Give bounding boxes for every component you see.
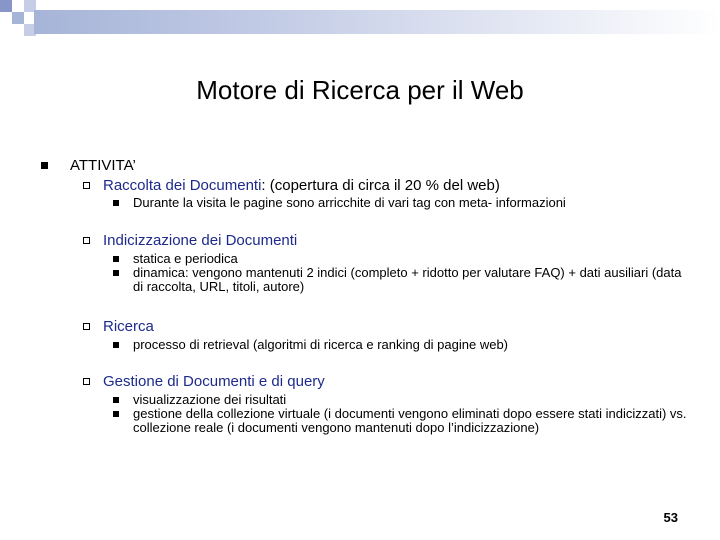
decor-square [0,12,12,24]
decor-square [12,0,24,12]
slide-title: Motore di Ricerca per il Web [196,75,524,105]
hollow-bullet-icon [83,378,90,385]
section-heading: Ricerca [103,318,154,335]
bullet-square-icon [113,397,119,403]
decor-square [0,0,12,12]
bullet-square-icon [113,256,119,262]
decor-square [12,24,24,36]
list-item: dinamica: vengono mantenuti 2 indici (completo + ridotto per valutare FAQ) + dati ausiliari (data di raccolta, URL, titoli, autore) [133,265,682,294]
bullet-square-icon [113,270,119,276]
section-heading-label: Raccolta dei Documenti [103,177,262,194]
section-heading-suffix: : (copertura di circa il 20 % del web) [261,177,500,194]
hollow-bullet-icon [83,237,90,244]
list-item: gestione della collezione virtuale (i documenti vengono eliminati dopo essere stati indicizzati) vs. collezione reale (i documenti vengono mantenuti dopo l’indicizzazione) [133,406,687,435]
hollow-bullet-icon [83,323,90,330]
list-item: Durante la visita le pagine sono arricchite di vari tag con meta- informazioni [133,195,566,210]
section-heading: Indicizzazione dei Documenti [103,232,298,249]
section-heading [103,177,500,194]
page-number: 53 [663,510,678,525]
list-item: statica e periodica [133,251,238,266]
list-item: visualizzazione dei risultati [133,392,287,407]
section-heading: Gestione di Documenti e di query [103,373,325,390]
bullet-square-icon [41,162,48,169]
hollow-bullet-icon [83,182,90,189]
bullet-square-icon [113,342,119,348]
main-item: ATTIVITA’ [70,157,136,174]
list-item: processo di retrieval (algoritmi di ricerca e ranking di pagine web) [133,337,509,352]
decor-square [12,12,24,24]
header-gradient-bar [34,10,720,34]
bullet-square-icon [113,200,119,206]
bullet-square-icon [113,411,119,417]
